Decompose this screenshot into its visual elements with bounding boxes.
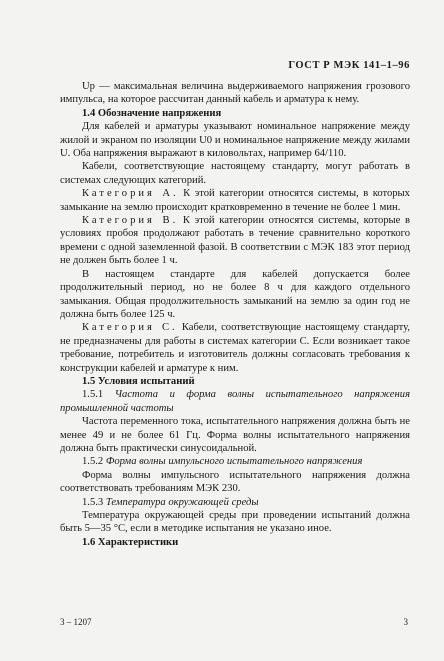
category-c xyxy=(60,321,410,375)
up-definition-text: Uр — максимальная величина выдерживаемого напряжения грозового импульса, на которое рассчитан данный кабель и арматура к нему. xyxy=(60,81,410,106)
category-a-text: К этой категории относятся системы, в которых замыкание на землю происходит кратковременно в течение не более 1 мин. xyxy=(60,188,410,213)
paragraph-temperature: Температура окружающей среды при проведении испытаний должна быть 5—35 °С, если в методике испытания не указано иное. xyxy=(60,510,410,535)
category-b-label: Категория В. xyxy=(82,215,179,227)
section-number: 1.6 xyxy=(82,536,96,548)
section-title: Обозначение напряжения xyxy=(97,107,222,119)
section-1-5-2-heading xyxy=(60,455,410,468)
section-number: 1.4 xyxy=(82,107,96,119)
page-body xyxy=(60,80,410,549)
section-1-5-3-heading xyxy=(60,496,410,509)
paragraph-up-definition xyxy=(60,80,410,107)
standard-header: ГОСТ Р МЭК 141–1–96 xyxy=(288,60,410,71)
paragraph-duration: В настоящем стандарте для кабелей допускается более продолжительный период, но не более 8 ч для каждого отдельного замыкания. Общая продолжительность замыканий на землю за один год не должна быть более 125 ч. xyxy=(60,268,410,320)
section-title: Форма волны импульсного испытательного напряжения xyxy=(105,456,363,468)
category-c-label: Категория С. xyxy=(82,322,178,334)
section-1-5-1-heading xyxy=(60,388,410,415)
section-1-5-heading xyxy=(60,375,410,388)
category-c-text: Кабели, соответствующие настоящему стандарту, не предназначены для работы в системах категории С. Если возникает такое требование, потребитель и изготовитель должны согласовать требования к конструкции кабелей и арматуре к ним. xyxy=(60,322,411,374)
section-1-6-heading xyxy=(60,536,410,549)
paragraph-voltages: Для кабелей и арматуры указывают номинальное напряжение между жилой и экраном по изоляции U0 и номинальное напряжение между жилами U. Оба напряжения выражают в киловольтах, например 64/110. xyxy=(60,121,410,160)
category-b xyxy=(60,214,410,268)
section-number: 1.5 xyxy=(82,375,96,387)
page-number: 3 xyxy=(403,617,408,627)
category-a-label: Категория А. xyxy=(82,188,179,200)
section-title: Характеристики xyxy=(97,536,179,548)
section-1-4-heading xyxy=(60,107,410,120)
section-number: 1.5.1 xyxy=(82,389,104,401)
category-a xyxy=(60,187,410,214)
print-code: 3 – 1207 xyxy=(60,617,92,627)
section-title: Частота и форма волны испытательного напряжения промышленной частоты xyxy=(60,389,410,414)
section-title: Условия испытаний xyxy=(97,375,195,387)
section-number: 1.5.3 xyxy=(82,496,104,508)
paragraph-frequency: Частота переменного тока, испытательного напряжения должна быть не менее 49 и не более 61 Гц. Форма волны испытательного напряжения должна быть практически синусоидальной. xyxy=(60,416,410,454)
paragraph-impulse: Форма волны импульсного испытательного напряжения должна соответствовать требованиям МЭК 230. xyxy=(60,469,410,495)
section-number: 1.5.2 xyxy=(82,456,104,468)
category-b-text: К этой категории относятся системы, которые в условиях пробоя продолжают работать в течение сравнительно короткого времени с одной заземленной фазой. В соответствии с МЭК 183 этот период не должен быть более 1 ч. xyxy=(60,215,410,267)
section-title: Температура окружающей среды xyxy=(105,496,259,508)
paragraph-categories-intro: Кабели, соответствующие настоящему стандарту, могут работать в системах следующих категорий. xyxy=(60,161,410,186)
